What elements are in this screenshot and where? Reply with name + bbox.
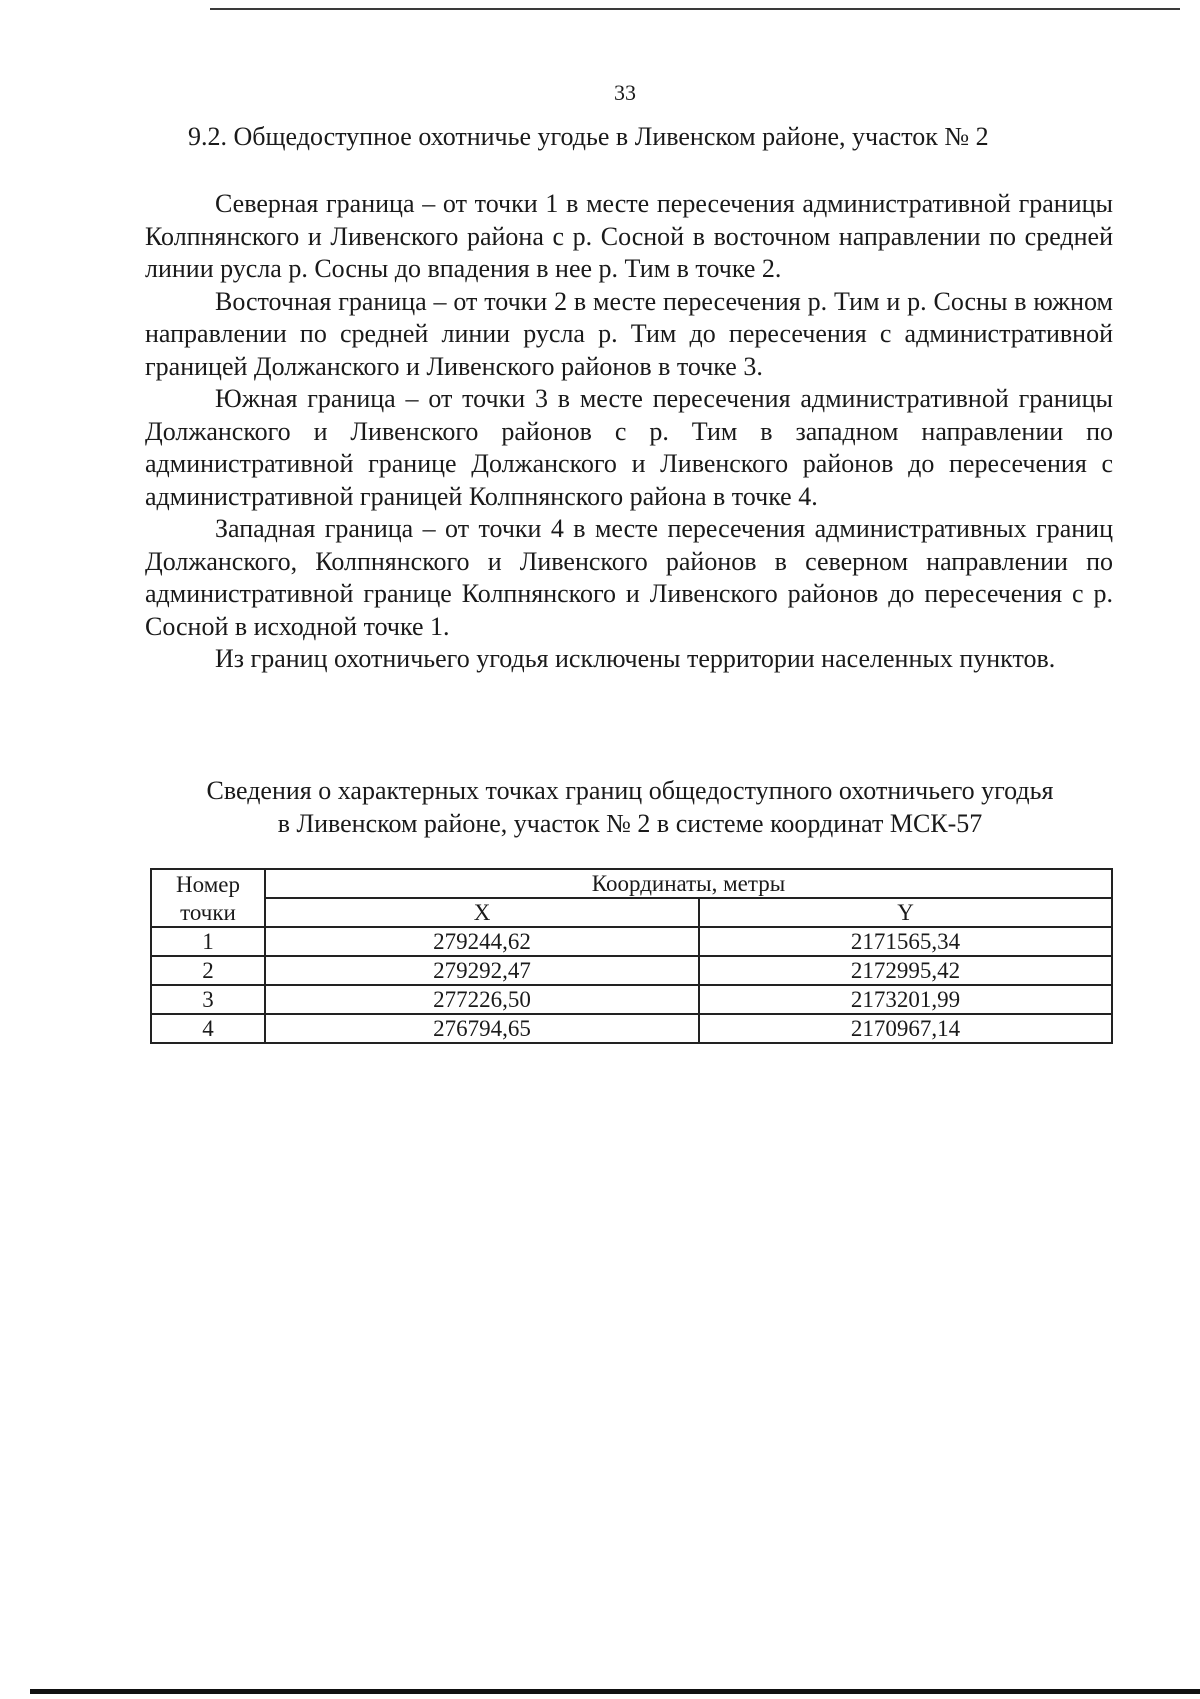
table-caption <box>145 774 1115 840</box>
cell-point-number: 2 <box>151 956 265 985</box>
cell-y: 2171565,34 <box>699 927 1112 956</box>
paragraph-east-border: Восточная граница – от точки 2 в месте пересечения р. Тим и р. Сосны в южном направлении по средней линии русла р. Тим до пересечения с административной границей Должанского и Ливенского районов в точке 3. <box>145 286 1113 381</box>
table-row <box>151 927 1112 956</box>
header-point-number-line1: Номер <box>151 869 265 898</box>
section-title: 9.2. Общедоступное охотничье угодье в Ливенском районе, участок № 2 <box>188 122 989 151</box>
table-row <box>151 956 1112 985</box>
cell-point-number: 3 <box>151 985 265 1014</box>
cell-x: 279292,47 <box>265 956 699 985</box>
scan-edge-bottom <box>30 1689 1200 1694</box>
header-x: X <box>265 898 699 927</box>
table-header-row-1 <box>151 869 1112 898</box>
cell-y: 2170967,14 <box>699 1014 1112 1043</box>
table-caption-line2: в Ливенском районе, участок № 2 в системе координат МСК-57 <box>277 809 983 838</box>
page-number: 33 <box>614 80 636 105</box>
cell-x: 277226,50 <box>265 985 699 1014</box>
table-row <box>151 985 1112 1014</box>
scan-edge-top <box>210 8 1180 10</box>
header-y: Y <box>699 898 1112 927</box>
paragraph-north-border: Северная граница – от точки 1 в месте пересечения административной границы Колпнянского и Ливенского района с р. Сосной в восточном направлении по средней линии русла р. Сосны до впадения в нее р. Тим в точке 2. <box>145 189 1113 283</box>
paragraph-south-border: Южная граница – от точки 3 в месте пересечения административной границы Должанского и Ливенского районов с р. Тим в западном направлении по административной границе Должанского и Ливенского районов до пересечения с административной границей Колпнянского района в точке 4. <box>145 384 1113 511</box>
table-header-row-2 <box>151 898 1112 927</box>
paragraph-west-border: Западная граница – от точки 4 в месте пересечения административных границ Должанского, Колпнянского и Ливенского районов в северном направлении по административной границе Колпнянского и Ливенского районов до пересечения с р. Сосной в исходной точке 1. <box>145 514 1113 641</box>
coordinates-table <box>150 868 1113 1044</box>
cell-y: 2173201,99 <box>699 985 1112 1014</box>
table-caption-line1: Сведения о характерных точках границ общедоступного охотничьего угодья <box>206 776 1054 805</box>
cell-x: 279244,62 <box>265 927 699 956</box>
header-point-number-line2: точки <box>151 898 265 927</box>
paragraph-exclusions: Из границ охотничьего угодья исключены территории населенных пунктов. <box>215 644 1056 673</box>
body-text <box>145 188 1113 676</box>
cell-x: 276794,65 <box>265 1014 699 1043</box>
header-coordinates: Координаты, метры <box>265 869 1112 898</box>
table-row <box>151 1014 1112 1043</box>
cell-point-number: 1 <box>151 927 265 956</box>
cell-y: 2172995,42 <box>699 956 1112 985</box>
cell-point-number: 4 <box>151 1014 265 1043</box>
